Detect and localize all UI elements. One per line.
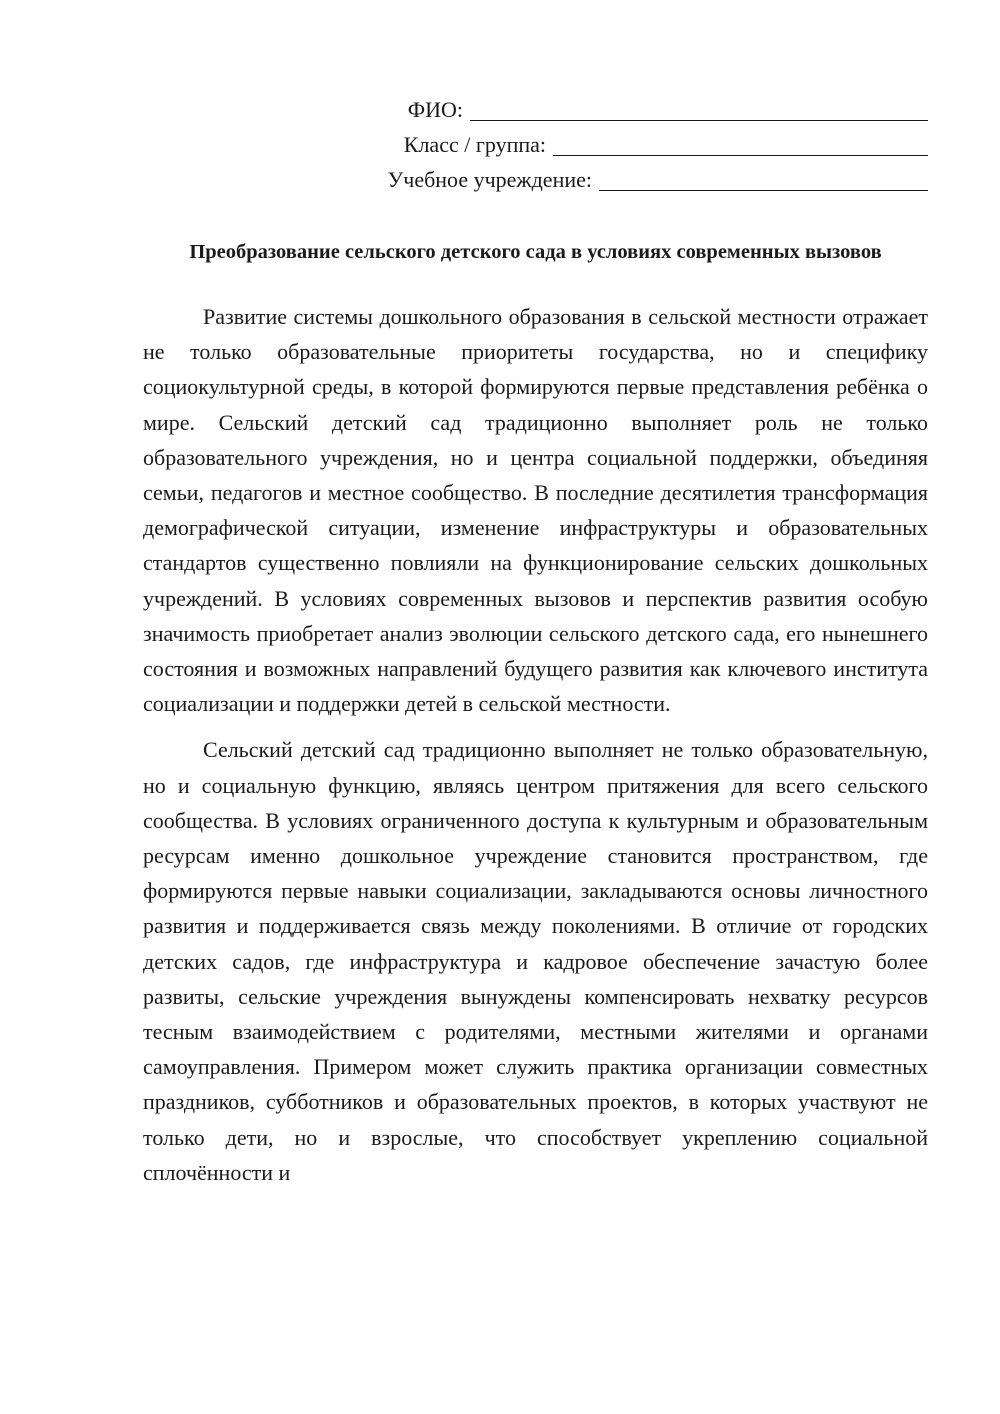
- paragraph: Сельский детский сад традиционно выполняет не только образовательную, но и социальную функцию, являясь центром притяжения для всего сельского сообщества. В условиях ограниченного доступа к культурным и образовательным ресурсам именно дошкольное учреждение становится пространством, где формируются первые навыки социализации, закладываются основы личностного развития и поддерживается связь между поколениями. В отличие от городских детских садов, где инфраструктура и кадровое обеспечение зачастую более развиты, сельские учреждения вынуждены компенсировать нехватку ресурсов тесным взаимодействием с родителями, местными жителями и органами самоуправления. Примером может служить практика организации совместных праздников, субботников и образовательных проектов, в которых участвуют не только дети, но и взрослые, что способствует укреплению социальной сплочённости и: [143, 737, 928, 1185]
- class-field: [143, 127, 928, 162]
- fio-label: ФИО:: [407, 97, 463, 122]
- class-blank-line[interactable]: [553, 133, 928, 156]
- paragraph: Развитие системы дошкольного образования в сельской местности отражает не только образовательные приоритеты государства, но и специфику социокультурной среды, в которой формируются первые представления ребёнка о мире. Сельский детский сад традиционно выполняет роль не только образовательного учреждения, но и центра социальной поддержки, объединяя семьи, педагогов и местное сообщество. В последние десятилетия трансформация демографической ситуации, изменение инфраструктуры и образовательных стандартов существенно повлияли на функционирование сельских дошкольных учреждений. В условиях современных вызовов и перспектив развития особую значимость приобретает анализ эволюции сельского детского сада, его нынешнего состояния и возможных направлений будущего развития как ключевого института социализации и поддержки детей в сельской местности.: [143, 304, 928, 717]
- document-page: [143, 92, 928, 1201]
- fio-blank-line[interactable]: [470, 98, 928, 121]
- school-blank-line[interactable]: [599, 168, 928, 191]
- school-label: Учебное учреждение:: [387, 167, 592, 192]
- document-body: [143, 299, 928, 1190]
- document-title: Преобразование сельского детского сада в условиях современных вызовов: [189, 241, 882, 263]
- student-info-fields: [143, 92, 928, 197]
- fio-field: [143, 92, 928, 127]
- school-field: [143, 162, 928, 197]
- class-label: Класс / группа:: [403, 132, 546, 157]
